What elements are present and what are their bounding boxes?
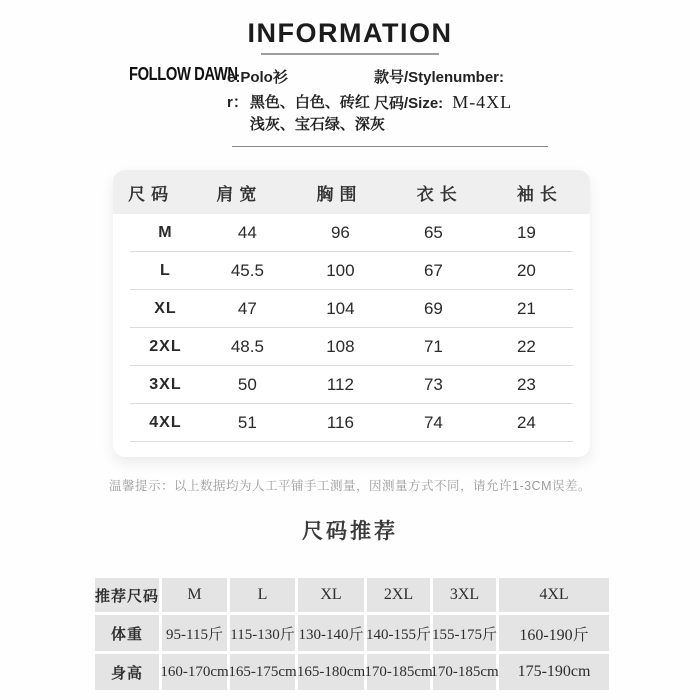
- table-row: [130, 328, 573, 366]
- color-field-values: [250, 92, 385, 136]
- recommend-size-cell: 4XL: [499, 578, 609, 612]
- value-cell: 47: [237, 298, 257, 318]
- value-cell: 67: [423, 260, 443, 280]
- header-cell-length: 衣长: [416, 184, 463, 204]
- weight-cell: 115-130斤: [230, 615, 295, 651]
- value-cell: 74: [423, 412, 443, 432]
- title-underline: [261, 53, 439, 55]
- color-line-1: 黑色、白色、砖红: [249, 94, 370, 111]
- size-measurement-table: [113, 170, 590, 457]
- size-table-body: [113, 214, 590, 442]
- size-range-label: 尺码/Size:: [374, 95, 444, 112]
- value-cell: 50: [237, 374, 257, 394]
- value-cell: 44: [237, 222, 257, 242]
- height-cell: 170-185cm: [433, 654, 496, 690]
- weight-cell: 130-140斤: [298, 615, 364, 651]
- color-field: [227, 92, 385, 136]
- value-cell: 108: [326, 336, 355, 356]
- recommend-size-cell: L: [230, 578, 295, 612]
- size-cell: XL: [154, 299, 177, 317]
- value-cell: 23: [516, 374, 536, 394]
- value-cell: 51: [237, 412, 257, 432]
- value-cell: 104: [326, 298, 355, 318]
- table-row: [130, 290, 573, 328]
- measurement-note: 温馨提示：以上数据均为人工平铺手工测量，因测量方式不同，请允许1-3CM误差。: [108, 479, 591, 493]
- header-cell-chest: 胸围: [316, 184, 363, 204]
- header-cell-size: 尺码: [128, 184, 175, 204]
- brand-logo: FOLLOW DAWN: [129, 64, 238, 84]
- height-cell: 165-175cm: [230, 654, 295, 690]
- weight-cell: 95-115斤: [162, 615, 227, 651]
- header-cell-sleeve: 袖长: [516, 184, 563, 204]
- value-cell: 100: [326, 260, 355, 280]
- height-cell: 165-180cm: [298, 654, 364, 690]
- page-title: INFORMATION: [247, 18, 453, 48]
- height-cell: 175-190cm: [499, 654, 609, 690]
- size-cell: M: [158, 223, 173, 241]
- recommend-section-title: 尺码推荐: [302, 520, 398, 543]
- size-table-header-row: [113, 170, 590, 214]
- color-line-2: 浅灰、宝石绿、深灰: [249, 116, 385, 133]
- size-cell: L: [160, 261, 171, 279]
- weight-cell: 155-175斤: [433, 615, 496, 651]
- value-cell: 45.5: [230, 260, 264, 280]
- size-range-value: M-4XL: [452, 92, 513, 112]
- size-cell: 2XL: [149, 337, 182, 355]
- value-cell: 73: [423, 374, 443, 394]
- value-cell: 96: [330, 222, 350, 242]
- value-cell: 65: [423, 222, 443, 242]
- header-cell-shoulder: 肩宽: [216, 184, 263, 204]
- table-row: [130, 252, 573, 290]
- value-cell: 116: [326, 412, 354, 432]
- size-cell: 3XL: [149, 375, 182, 393]
- height-row-label: 身高: [95, 654, 159, 690]
- value-cell: 69: [423, 298, 443, 318]
- header-divider: [232, 146, 548, 147]
- value-cell: 24: [516, 412, 536, 432]
- value-cell: 20: [516, 260, 536, 280]
- value-cell: 71: [423, 336, 443, 356]
- value-cell: 112: [326, 374, 354, 394]
- product-name-field: e:Polo衫: [227, 69, 288, 86]
- style-number-field: 款号/Stylenumber:: [374, 69, 505, 86]
- weight-cell: 140-155斤: [367, 615, 430, 651]
- recommend-header-label: 推荐尺码: [95, 578, 159, 612]
- table-row: [130, 214, 573, 252]
- height-cell: 170-185cm: [367, 654, 430, 690]
- size-recommend-table: [95, 578, 609, 690]
- value-cell: 19: [516, 222, 536, 242]
- weight-cell: 160-190斤: [499, 615, 609, 651]
- table-row: [130, 366, 573, 404]
- recommend-size-cell: XL: [298, 578, 364, 612]
- page-header: [0, 18, 700, 55]
- size-cell: 4XL: [149, 413, 182, 431]
- color-field-prefix: r：: [227, 94, 248, 111]
- height-cell: 160-170cm: [162, 654, 227, 690]
- value-cell: 48.5: [230, 336, 264, 356]
- recommend-size-cell: 2XL: [367, 578, 430, 612]
- value-cell: 21: [516, 298, 536, 318]
- recommend-size-cell: 3XL: [433, 578, 496, 612]
- value-cell: 22: [516, 336, 536, 356]
- table-row: [130, 404, 573, 442]
- recommend-size-cell: M: [162, 578, 227, 612]
- weight-row-label: 体重: [95, 615, 159, 651]
- size-range-field: [374, 92, 512, 113]
